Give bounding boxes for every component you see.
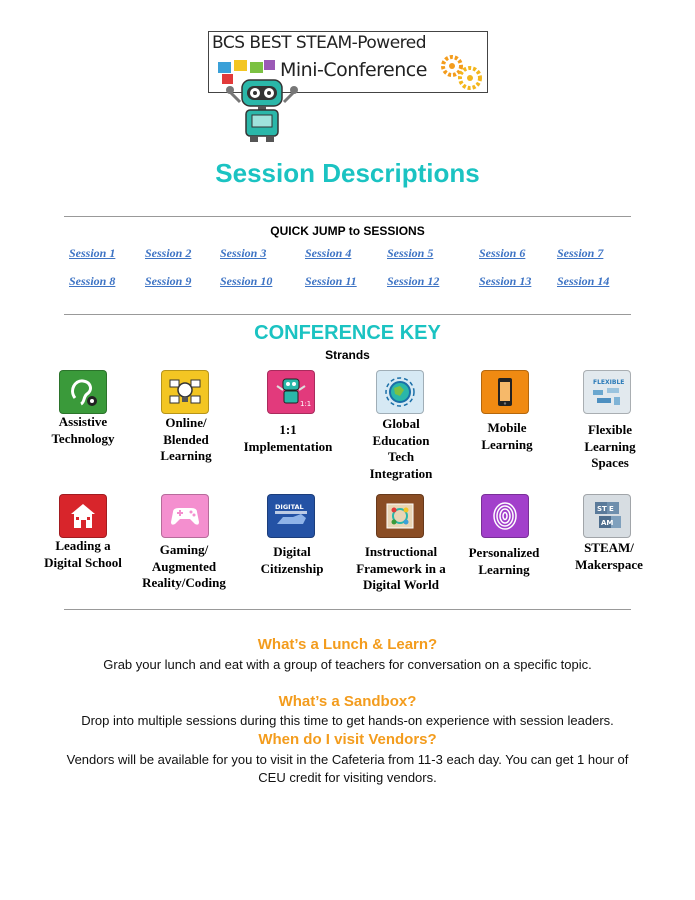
session-9-link[interactable]: Session 9 xyxy=(145,274,192,288)
svg-text:FLEXIBLE: FLEXIBLE xyxy=(593,379,625,386)
lightbulb-icon xyxy=(161,370,209,414)
strand-label-digital-citizenship: Digital Citizenship xyxy=(260,544,324,576)
session-7-link[interactable]: Session 7 xyxy=(557,246,604,260)
flexible-room-icon xyxy=(583,370,631,414)
logo-line-2: Mini-Conference xyxy=(280,59,427,81)
strands-subheading: Strands xyxy=(325,348,370,362)
strand-label-gaming: Gaming/ Augmented Reality/Coding xyxy=(142,542,226,590)
svg-text:1:1: 1:1 xyxy=(300,400,312,408)
logo-line-1: BCS BEST STEAM-Powered xyxy=(212,33,427,53)
session-5-link[interactable]: Session 5 xyxy=(387,246,434,260)
session-4-link[interactable]: Session 4 xyxy=(305,246,352,260)
framework-icon xyxy=(376,494,424,538)
strand-label-one-to-one: 1:1 Implementation xyxy=(243,422,333,454)
session-13-link[interactable]: Session 13 xyxy=(479,274,532,288)
globe-icon xyxy=(376,370,424,414)
gears-icon xyxy=(438,52,484,94)
session-1-link[interactable]: Session 1 xyxy=(69,246,116,260)
strand-label-leading-digital-school: Leading a Digital School xyxy=(44,538,122,570)
strand-label-steam-makerspace: STEAM/ Makerspace xyxy=(575,540,643,572)
strand-label-assistive-technology: Assistive Technology xyxy=(51,414,115,446)
lunch-learn-text: Grab your lunch and eat with a group of teachers for conversation on a specific topic. xyxy=(103,657,592,672)
strand-label-online-blended: Online/ Blended Learning xyxy=(160,415,212,463)
session-11-link[interactable]: Session 11 xyxy=(305,274,357,288)
strand-label-personalized-learning: Personalized Learning xyxy=(468,545,540,577)
gamepad-icon xyxy=(161,494,209,538)
sandbox-heading: What’s a Sandbox? xyxy=(278,693,417,710)
vendors-text: Vendors will be available for you to visit in the Cafeteria from 11-3 each day. You can get 1 hour of CEU credit for visiting vendors. xyxy=(66,752,629,785)
phone-icon xyxy=(481,370,529,414)
session-10-link[interactable]: Session 10 xyxy=(220,274,273,288)
strand-label-instructional-framework: Instructional Framework in a Digital World xyxy=(356,544,446,592)
session-8-link[interactable]: Session 8 xyxy=(69,274,116,288)
hearing-icon xyxy=(59,370,107,414)
conference-logo xyxy=(0,0,695,150)
svg-text:AM: AM xyxy=(601,519,614,527)
schoolhouse-icon xyxy=(59,494,107,538)
sandbox-text: Drop into multiple sessions during this time to get hands-on experience with session leaders. xyxy=(81,713,614,728)
page-title: Session Descriptions xyxy=(215,158,480,188)
quick-jump-heading: QUICK JUMP to SESSIONS xyxy=(270,224,425,238)
session-14-link[interactable]: Session 14 xyxy=(557,274,610,288)
divider-top xyxy=(64,216,631,217)
session-12-link[interactable]: Session 12 xyxy=(387,274,440,288)
session-6-link[interactable]: Session 6 xyxy=(479,246,526,260)
svg-text:E: E xyxy=(609,505,614,513)
strand-label-global-education: Global Education Tech Integration xyxy=(369,416,433,481)
strand-label-flexible-learning: Flexible Learning Spaces xyxy=(584,422,636,470)
divider-middle xyxy=(64,314,631,315)
lunch-learn-heading: What’s a Lunch & Learn? xyxy=(257,636,438,653)
vendors-heading: When do I visit Vendors? xyxy=(258,731,437,748)
steam-blocks-icon xyxy=(583,494,631,538)
robot-mascot-icon xyxy=(222,78,302,144)
svg-text:DIGITAL: DIGITAL xyxy=(275,503,304,511)
digital-citizenship-icon xyxy=(267,494,315,538)
session-2-link[interactable]: Session 2 xyxy=(145,246,192,260)
divider-bottom xyxy=(64,609,631,610)
fingerprint-icon xyxy=(481,494,529,538)
robot-icon xyxy=(267,370,315,414)
strand-label-mobile-learning: Mobile Learning xyxy=(481,420,533,452)
conference-key-heading: CONFERENCE KEY xyxy=(254,322,441,344)
svg-text:ST: ST xyxy=(597,505,607,513)
session-3-link[interactable]: Session 3 xyxy=(220,246,267,260)
